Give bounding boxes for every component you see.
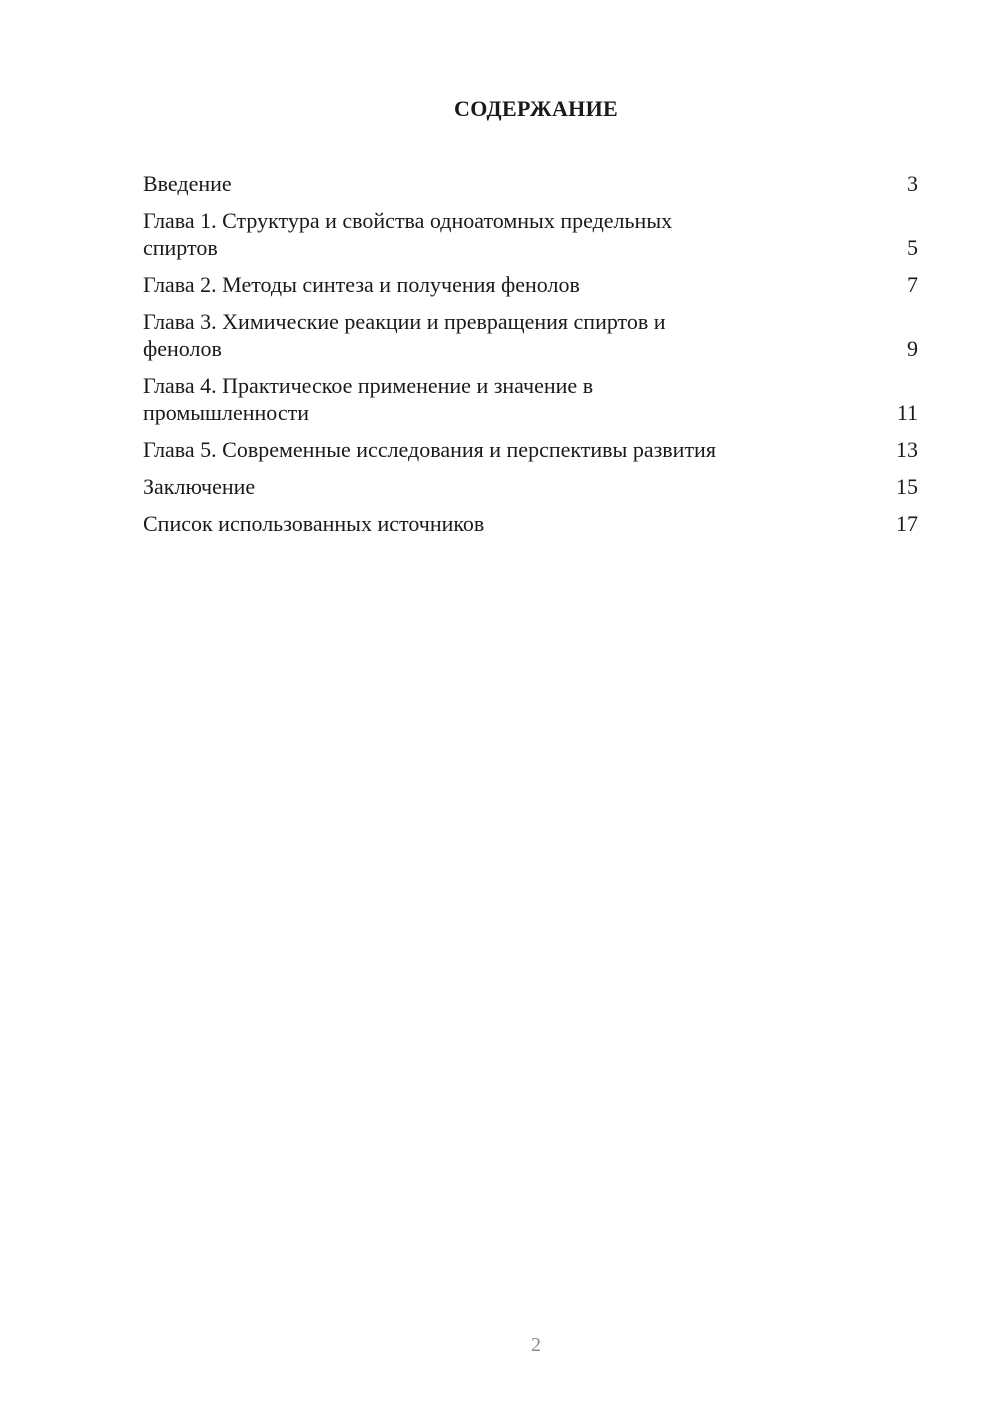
table-of-contents: [143, 170, 918, 547]
toc-entry-page: 9: [907, 336, 918, 361]
toc-entry-chapter-3[interactable]: [143, 308, 918, 362]
toc-entry-chapter-2[interactable]: [143, 271, 918, 298]
toc-entry-page: 5: [907, 235, 918, 260]
toc-entry-chapter-4[interactable]: [143, 372, 918, 426]
toc-entry-references[interactable]: [143, 510, 918, 537]
toc-entry-page: 3: [907, 171, 918, 196]
toc-entry-label: Глава 2. Методы синтеза и получения фенолов: [143, 272, 580, 297]
toc-entry-label: Заключение: [143, 474, 256, 499]
toc-entry-chapter-1[interactable]: [143, 207, 918, 261]
toc-entry-label: Список использованных источников: [143, 511, 485, 536]
toc-entry-label: Глава 1. Структура и свойства одноатомных предельных спиртов: [143, 208, 673, 260]
toc-entry-introduction[interactable]: [143, 170, 918, 197]
toc-entry-page: 15: [896, 474, 918, 499]
toc-entry-conclusion[interactable]: [143, 473, 918, 500]
toc-entry-label: Введение: [143, 171, 232, 196]
toc-entry-page: 7: [907, 272, 918, 297]
toc-entry-page: 13: [896, 437, 918, 462]
toc-entry-page: 11: [896, 400, 918, 425]
page-number: 2: [531, 1334, 541, 1356]
toc-entry-label: Глава 3. Химические реакции и превращения спиртов и фенолов: [143, 309, 666, 361]
toc-entry-page: 17: [896, 511, 918, 536]
toc-entry-label: Глава 4. Практическое применение и значение в промышленности: [143, 373, 594, 425]
page-title: СОДЕРЖАНИЕ: [454, 96, 618, 121]
toc-entry-label: Глава 5. Современные исследования и перспективы развития: [143, 437, 716, 462]
toc-entry-chapter-5[interactable]: [143, 436, 918, 463]
